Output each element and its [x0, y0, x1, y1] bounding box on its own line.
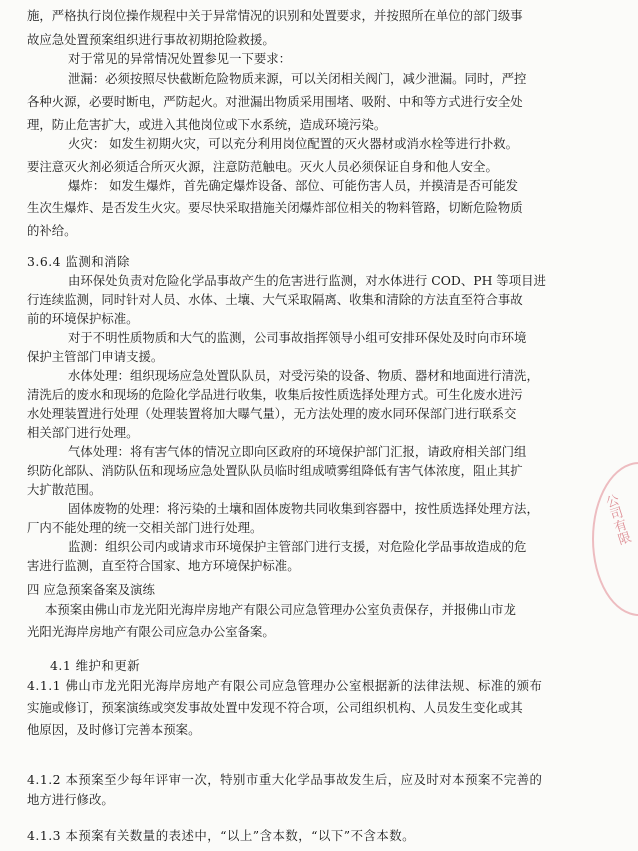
text-line: 前的环境保护标准。	[27, 311, 139, 326]
text-line: 要注意灭火剂必须适合所灭火源，注意防范触电。灭火人员必须保证自身和他人安全。	[27, 159, 498, 174]
text-line: 火灾： 如发生初期火灾，可以充分利用岗位配置的灭火器材或消水栓等进行扑救。	[68, 136, 519, 151]
text-line: 织防化部队、消防队伍和现场应急处置队队员临时组成喷雾组降低有害气体浓度，阻止其扩	[27, 463, 523, 478]
text-line: 相关部门进行处理。	[27, 425, 139, 440]
section-heading: 四 应急预案备案及演练	[27, 582, 155, 597]
text-line: 由环保处负责对危险化学品事故产生的危害进行监测，对水体进行 COD、PH 等项目进	[68, 273, 546, 288]
text-line: 水体处理：组织现场应急处置队队员，对受污染的设备、物质、器材和地面进行清洗，	[68, 368, 539, 383]
text-line: 大扩散范围。	[27, 482, 102, 497]
text-line: 固体废物的处理：将污染的土壤和固体废物共同收集到容器中，按性质选择处理方法，	[68, 501, 539, 516]
text-line: 他原因，及时修订完善本预案。	[27, 722, 201, 737]
text-line: 的补给。	[27, 223, 77, 238]
section-heading: 3.6.4 监测和消除	[27, 254, 130, 269]
text-line: 故应急处置预案组织进行事故初期抢险救援。	[27, 32, 275, 47]
text-line: 施，严格执行岗位操作规程中关于异常情况的识别和处置要求，并按照所在单位的部门级事	[27, 8, 523, 23]
text-line: 害进行监测，直至符合国家、地方环境保护标准。	[27, 558, 300, 573]
text-line: 对于常见的异常情况处置参见一下要求：	[68, 51, 292, 66]
text-line: 对于不明性质物质和大气的监测，公司事故指挥领导小组可安排环保处及时向市环境	[68, 330, 527, 345]
text-line: 爆炸： 如发生爆炸，首先确定爆炸设备、部位、可能伤害人员，并摸清是否可能发	[68, 178, 519, 193]
subsection-heading: 4.1 维护和更新	[50, 658, 141, 673]
text-line: 水处理装置进行处理（处理装置将加大曝气量），无方法处理的废水同环保部门进行联系交	[27, 406, 517, 421]
text-line: 生次生爆炸、是否发生火灾。要尽快采取措施关闭爆炸部位相关的物料管路，切断危险物质	[27, 200, 523, 215]
text-line: 地方进行修改。	[27, 792, 114, 807]
text-line: 行连续监测，同时针对人员、水体、土壤、大气采取隔离、收集和清除的方法直至符合事故	[27, 292, 523, 307]
text-line: 4.1.3 本预案有关数量的表述中，“以上”含本数，“以下”不含本数。	[27, 828, 416, 843]
text-line: 气体处理：将有害气体的情况立即向区政府的环境保护部门汇报，请政府相关部门组	[68, 444, 527, 459]
text-line: 理，防止危害扩大，或进入其他岗位或下水系统，造成环境污染。	[27, 117, 387, 132]
text-line: 各种火源，必要时断电，严防起火。对泄漏出物质采用围堵、吸附、中和等方式进行安全处	[27, 94, 523, 109]
company-seal-stamp	[592, 462, 638, 616]
text-line: 监测：组织公司内或请求市环境保护主管部门进行支援，对危险化学品事故造成的危	[68, 539, 527, 554]
text-line: 清洗后的废水和现场的危险化学品进行收集，收集后按性质选择处理方式。可生化废水进污	[27, 387, 523, 402]
text-line: 4.1.1 佛山市龙光阳光海岸房地产有限公司应急管理办公室根据新的法律法规、标准的颁布	[27, 678, 543, 693]
stamp-text: 公司有限	[601, 492, 632, 547]
text-line: 保护主管部门申请支援。	[27, 349, 164, 364]
text-line: 泄漏：必须按照尽快截断危险物质来源，可以关闭相关阀门，减少泄漏。同时，严控	[68, 71, 527, 86]
text-line: 厂内不能处理的统一交相关部门进行处理。	[27, 520, 263, 535]
text-line: 实施或修订，预案演练或突发事故处置中发现不符合项，公司组织机构、人员发生变化或其	[27, 700, 523, 715]
text-line: 本预案由佛山市龙光阳光海岸房地产有限公司应急管理办公室负责保存，并报佛山市龙	[45, 602, 516, 617]
text-line: 光阳光海岸房地产有限公司应急办公室备案。	[27, 624, 275, 639]
text-line: 4.1.2 本预案至少每年评审一次，特别市重大化学品事故发生后，应及时对本预案不完善的	[27, 772, 543, 787]
